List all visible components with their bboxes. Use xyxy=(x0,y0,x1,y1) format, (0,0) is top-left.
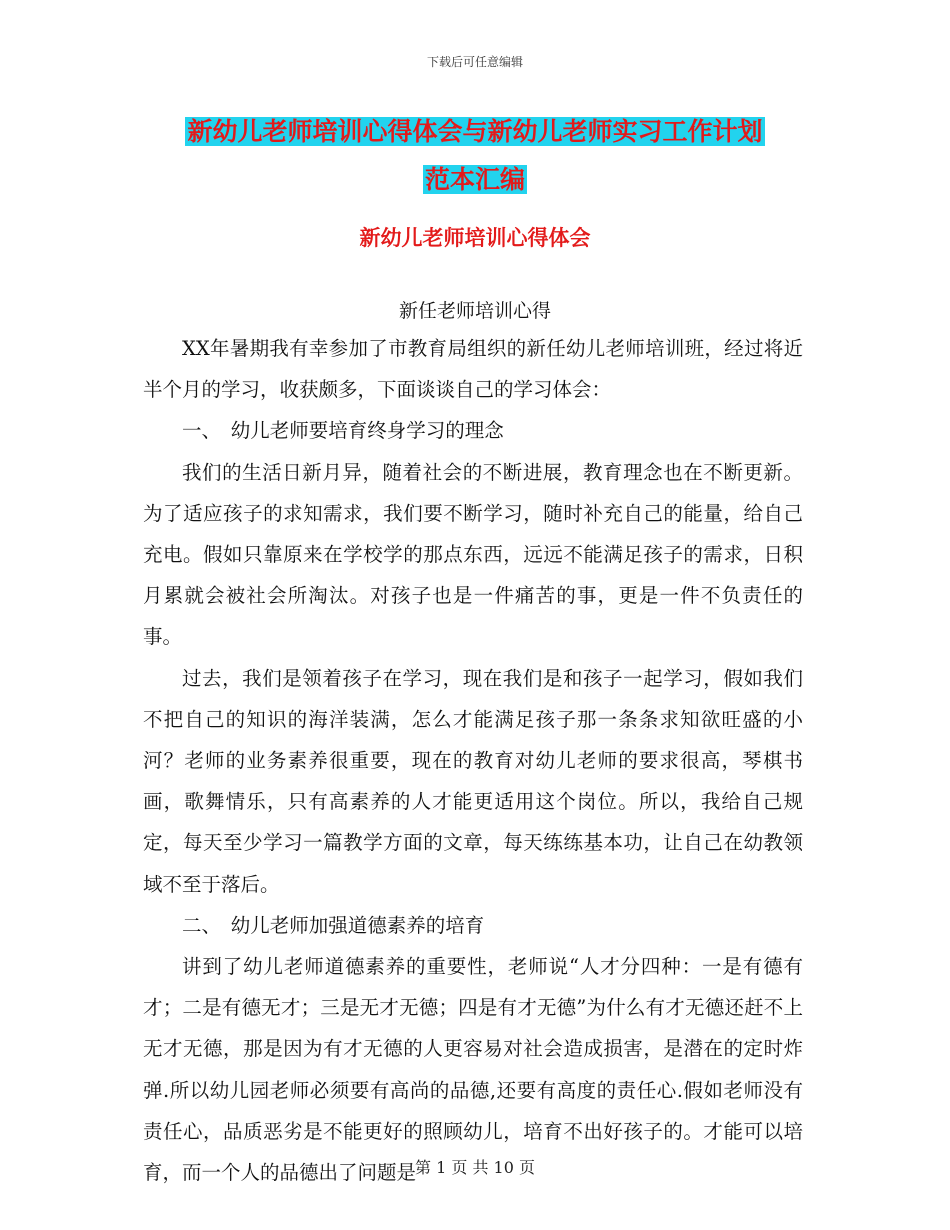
document-title xyxy=(145,108,805,204)
header-note: 下载后可任意编辑 xyxy=(426,55,523,69)
document-title-line-1: 新幼儿老师培训心得体会与新幼儿老师实习工作计划 xyxy=(187,117,763,146)
section-title: 新幼儿老师培训心得体会 xyxy=(359,225,591,250)
paragraph: 过去，我们是领着孩子在学习，现在我们是和孩子一起学习，假如我们不把自己的知识的海洋装满，怎么才能满足孩子那一条条求知欲旺盛的小河？老师的业务素养很重要，现在的教育对幼儿老师的要求很高，琴棋书画，歌舞情乐，只有高素养的人才能更适用这个岗位。所以，我给自己规定，每天至少学习一篇教学方面的文章，每天练练基本功，让自己在幼教领域不至于落后。 xyxy=(143,666,803,896)
paragraph-heading: 二、 幼儿老师加强道德素养的培育 xyxy=(182,913,485,937)
document-body xyxy=(143,328,803,1193)
paragraph: 讲到了幼儿老师道德素养的重要性，老师说“人才分四种：一是有德有才；二是有德无才；三是无才无德；四是有才无德”为什么有才无德还赶不上无才无德，那是因为有才无德的人更容易对社会造成损害，是潜在的定时炸弹.所以幼儿园老师必须要有高尚的品德,还要有高度的责任心.假如老师没有责任心，品质恶劣是不能更好的照顾幼儿，培育不出好孩子的。才能可以培育，而一个人的品德出了问题是 xyxy=(143,955,803,1185)
page-footer: 第 1 页 共 10 页 xyxy=(415,1158,535,1177)
subtitle: 新任老师培训心得 xyxy=(398,300,551,322)
paragraph-heading: 一、 幼儿老师要培育终身学习的理念 xyxy=(182,419,504,443)
paragraph: 我们的生活日新月异，随着社会的不断进展，教育理念也在不断更新。为了适应孩子的求知需求，我们要不断学习，随时补充自己的能量，给自己充电。假如只靠原来在学校学的那点东西，远远不能满足孩子的需求，日积月累就会被社会所淘汰。对孩子也是一件痛苦的事，更是一件不负责任的事。 xyxy=(143,460,803,649)
document-title-line-2: 范本汇编 xyxy=(424,165,525,194)
paragraph: XX年暑期我有幸参加了市教育局组织的新任幼儿老师培训班，经过将近半个月的学习，收获颇多，下面谈谈自己的学习体会： xyxy=(143,337,803,402)
